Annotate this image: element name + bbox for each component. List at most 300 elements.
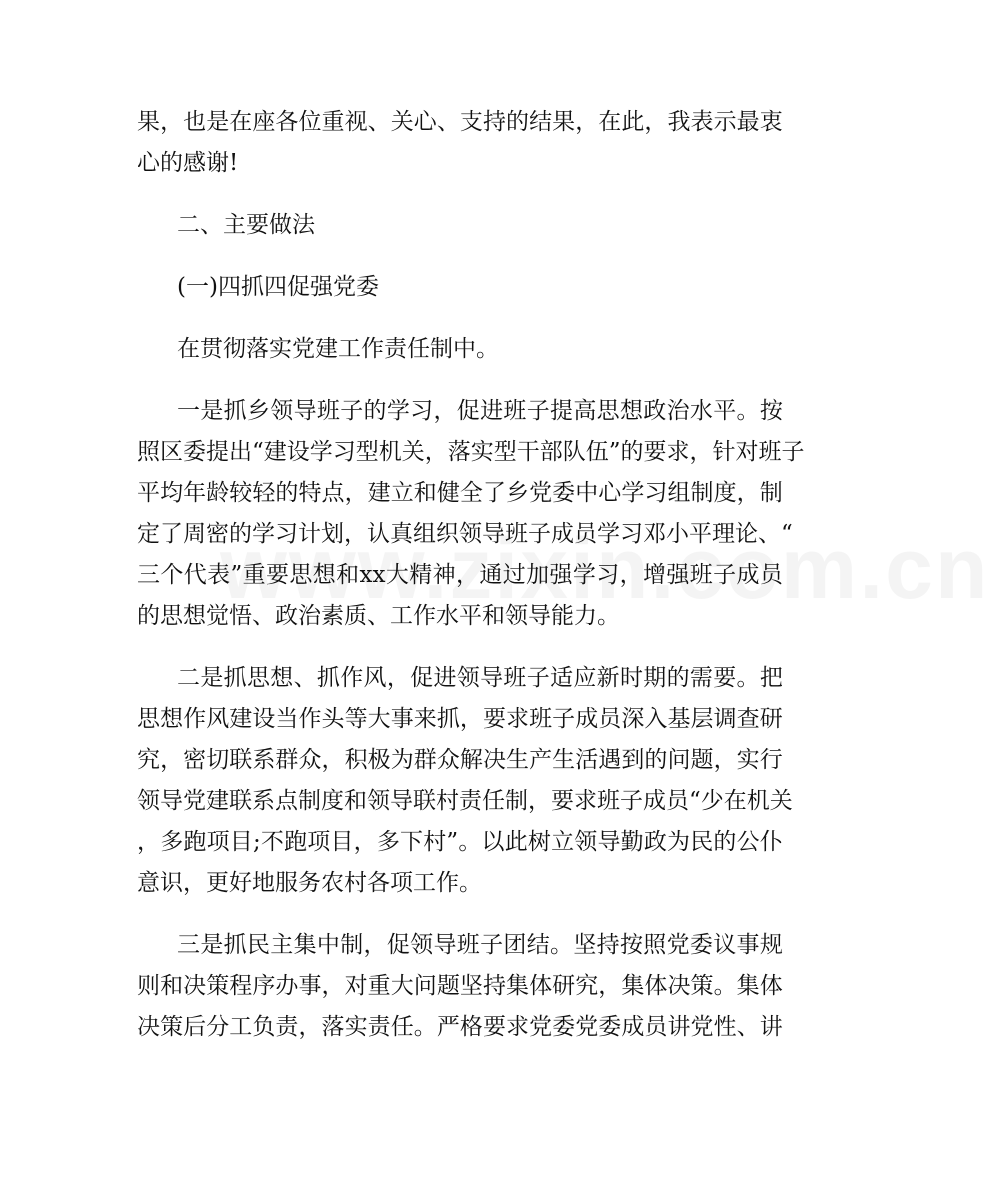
text-glyph: 密 [183,747,207,773]
text-glyph: 想 [270,665,294,691]
document-body [137,102,805,1048]
text-glyph: 策 [160,1014,184,1040]
text-glyph: 入 [644,706,668,732]
text-glyph: 领 [574,829,598,855]
text-glyph: 大 [385,562,409,588]
text-glyph: 思 [596,398,620,424]
paragraph-acknowledgement [137,102,783,184]
text-line [137,699,783,740]
paragraph-intro: 在贯彻落实党建工作责任制中。 [177,336,499,362]
text-glyph: 轻 [252,480,276,506]
text-glyph: 班 [758,439,782,465]
text-glyph: 、 [367,109,391,135]
text-glyph: 事 [736,932,760,958]
text-glyph: 当 [275,706,299,732]
text-glyph: 要 [551,788,574,814]
text-glyph: 针 [712,439,736,465]
text-glyph: 勤 [620,829,644,855]
text-glyph: 领 [270,398,294,424]
text-glyph: ， [298,1014,322,1040]
text-glyph: 委 [552,1014,576,1040]
text-glyph: 加 [526,562,550,588]
text-glyph: 习 [644,480,668,506]
text-glyph: 较 [229,480,253,506]
text-glyph: 提 [206,439,229,465]
text-glyph: 成 [551,521,574,547]
text-glyph: 子 [713,562,737,588]
text-glyph: 进 [480,398,504,424]
text-glyph: 究 [575,973,599,999]
text-glyph: 风 [206,706,230,732]
text-glyph: 度 [321,788,344,814]
text-glyph: 位 [298,109,322,135]
text-glyph: 作 [340,665,364,691]
text-glyph: ， [137,829,160,855]
text-glyph: 群 [413,747,437,773]
text-glyph: 究 [137,747,160,773]
text-glyph: 多 [376,829,400,855]
text-glyph: ， [424,439,448,465]
text-glyph: 设 [252,706,276,732]
text-glyph: 委 [598,1014,622,1040]
text-glyph: 抓 [223,665,247,691]
text-glyph: 体 [759,973,783,999]
text-glyph: ， [575,109,599,135]
text-glyph: 建 [206,788,229,814]
text-glyph: 习 [275,521,298,547]
text-glyph: ， [644,109,668,135]
text-glyph: 点 [321,480,345,506]
paragraph-work-style [137,658,793,904]
text-glyph: 学 [621,480,645,506]
text-glyph: 重 [242,562,266,588]
text-glyph: “ [689,788,701,814]
text-glyph: 班 [503,665,527,691]
text-glyph: 规 [759,932,783,958]
text-glyph: 主 [270,932,294,958]
text-glyph: 要 [713,665,737,691]
text-glyph: 求 [666,439,690,465]
text-glyph: 思 [246,665,270,691]
text-glyph: 制 [298,788,321,814]
text-glyph: 成 [575,706,599,732]
text-glyph: 在 [723,788,747,814]
text-glyph: 目 [330,829,354,855]
text-glyph: 习 [620,521,643,547]
text-glyph: 解 [459,747,483,773]
text-glyph: 。 [550,932,573,958]
text-glyph: 促 [456,398,480,424]
text-glyph: 此 [621,109,645,135]
text-glyph: 下 [400,829,423,855]
text-glyph: 树 [527,829,551,855]
text-glyph: 头 [321,706,345,732]
text-glyph: ， [353,829,377,855]
text-glyph: 真 [390,521,413,547]
text-glyph: 把 [759,665,783,691]
text-glyph: 工 [229,1014,253,1040]
text-glyph: 导 [293,398,317,424]
text-glyph: 视 [344,109,368,135]
text-glyph: ， [736,480,760,506]
text-glyph: 型 [355,439,379,465]
text-glyph: 个 [160,562,184,588]
text-glyph: 党 [529,1014,553,1040]
text-glyph: 队 [562,439,586,465]
text-glyph: 大 [367,706,391,732]
text-glyph: 落 [447,439,471,465]
text-glyph: 伍 [585,439,609,465]
text-glyph: 党 [183,788,206,814]
text-glyph: 过 [502,562,526,588]
text-glyph: 邓 [643,521,666,547]
text-glyph: 按 [759,398,783,424]
text-glyph: 建 [229,706,253,732]
text-glyph: 表 [207,562,231,588]
text-glyph: 果 [552,109,576,135]
text-glyph: 、 [736,1014,760,1040]
text-glyph: 强 [549,562,573,588]
text-glyph: 出 [229,439,252,465]
text-line [137,740,783,781]
text-glyph: 持 [482,109,506,135]
text-glyph: 的 [713,829,737,855]
text-glyph: 领 [367,788,390,814]
text-glyph: 表 [690,109,714,135]
text-line: 心的感谢! [137,150,239,176]
paragraph-study [137,391,805,637]
text-glyph: 导 [480,665,504,691]
text-glyph: ” [608,439,621,465]
text-glyph: ， [619,562,643,588]
text-glyph: ， [160,109,184,135]
text-glyph: 导 [597,829,621,855]
text-glyph: 目 [229,829,253,855]
text-glyph: 定 [137,521,160,547]
text-glyph: 的 [229,521,252,547]
text-glyph: 代 [183,562,207,588]
text-glyph: 系 [252,747,276,773]
text-glyph: 乡 [506,480,529,506]
text-glyph: 办 [275,973,299,999]
text-glyph: 项 [206,829,230,855]
text-glyph: ， [459,706,483,732]
text-glyph: 增 [642,562,666,588]
text-glyph: 作 [183,706,207,732]
text-glyph: 成 [621,1014,645,1040]
text-glyph: 联 [229,747,253,773]
text-glyph: 年 [183,480,207,506]
text-glyph: 序 [252,973,276,999]
text-glyph: 结 [529,109,553,135]
text-glyph: 集 [506,973,529,999]
text-glyph: 对 [735,439,759,465]
text-glyph: 极 [367,747,391,773]
text-glyph: 想 [312,562,336,588]
text-glyph: 健 [436,480,460,506]
text-glyph: ， [598,973,622,999]
text-glyph: 策 [206,973,230,999]
text-glyph: 高 [573,398,597,424]
text-glyph: 员 [598,706,622,732]
text-glyph: 均 [160,480,184,506]
text-glyph: 要 [266,562,290,588]
text-glyph: 对 [344,973,368,999]
text-glyph: 干 [516,439,540,465]
text-glyph: 题 [690,747,714,773]
text-glyph: 要 [643,439,667,465]
text-glyph: 最 [736,109,760,135]
text-glyph: 集 [736,973,760,999]
text-glyph: 生 [552,747,576,773]
text-glyph: 班 [503,398,527,424]
text-glyph: 进 [433,665,457,691]
text-glyph: 众 [436,747,460,773]
text-glyph: 班 [456,932,480,958]
text-glyph: 决 [183,973,207,999]
text-glyph: 的 [363,398,387,424]
text-glyph: 多 [160,829,184,855]
text-glyph: 制 [505,788,528,814]
text-glyph: 少 [700,788,724,814]
text-glyph: 龄 [206,480,230,506]
text-glyph: 抓 [223,398,247,424]
text-line [137,781,793,822]
text-glyph: 示 [713,109,737,135]
text-glyph: 。 [458,829,482,855]
text-glyph: 周 [183,521,206,547]
text-glyph: 集 [621,973,645,999]
text-glyph: 讲 [759,1014,783,1040]
text-glyph: 和 [160,973,184,999]
text-glyph: 产 [529,747,553,773]
text-glyph: 联 [229,788,252,814]
text-glyph: 关 [401,439,425,465]
text-glyph: 遇 [598,747,622,773]
text-glyph: 促 [386,932,410,958]
text-glyph: 研 [759,706,783,732]
text-glyph: 设 [286,439,310,465]
text-glyph: ” [230,562,243,588]
text-glyph: 特 [298,480,322,506]
text-glyph: 抓 [223,932,247,958]
text-glyph: 在 [598,109,622,135]
text-glyph: 实 [344,1014,368,1040]
text-glyph: 层 [690,706,714,732]
text-glyph: 习 [332,439,356,465]
text-glyph: 查 [736,706,760,732]
text-glyph: 乡 [246,398,270,424]
text-glyph: 、 [293,665,317,691]
text-glyph: 思 [137,706,160,732]
text-glyph: 提 [550,398,573,424]
text-line [137,658,783,699]
text-glyph: 坚 [459,973,483,999]
text-glyph: 的 [666,665,690,691]
text-glyph: 导 [433,932,457,958]
text-glyph: 中 [316,932,340,958]
text-glyph: 。 [736,398,760,424]
text-glyph: 学 [309,439,333,465]
text-glyph: 机 [378,439,402,465]
text-glyph: 果 [137,109,160,135]
text-glyph: 责 [275,1014,299,1040]
text-glyph: 子 [480,932,504,958]
text-glyph: 民 [690,829,714,855]
text-glyph: 度 [713,480,737,506]
text-glyph: 制 [759,480,783,506]
text-glyph: 任 [390,1014,414,1040]
text-glyph: 任 [482,788,505,814]
text-glyph: 子 [528,521,551,547]
text-glyph: 要 [482,706,506,732]
text-glyph: 策 [690,973,714,999]
text-glyph: 三 [137,562,160,588]
text-glyph: 持 [596,932,620,958]
text-glyph: 密 [206,521,229,547]
text-glyph: 平 [713,398,737,424]
text-glyph: 。 [736,665,760,691]
text-glyph: 的 [644,747,668,773]
text-glyph: 格 [459,1014,483,1040]
text-glyph: 作 [298,706,322,732]
text-glyph: 集 [293,932,317,958]
text-glyph: 求 [506,706,529,732]
text-glyph: 一 [177,398,200,424]
text-glyph: 党 [529,480,553,506]
text-glyph: ， [363,932,387,958]
text-glyph: 员 [759,562,783,588]
text-glyph: 群 [275,747,299,773]
text-glyph: 治 [666,398,690,424]
text-glyph: 深 [621,706,645,732]
text-glyph: 则 [137,973,160,999]
text-glyph: 和 [344,788,367,814]
text-glyph: 程 [229,973,253,999]
section-heading: 二、主要做法 [177,212,315,238]
text-glyph: 建 [367,480,391,506]
text-glyph: 期 [643,665,667,691]
text-glyph: 党 [575,1014,599,1040]
text-glyph: 性 [713,1014,737,1040]
text-glyph: 论 [735,521,758,547]
text-glyph: 抓 [436,706,460,732]
text-glyph: 议 [713,932,737,958]
text-glyph: 理 [712,521,735,547]
text-line [137,1007,783,1048]
text-glyph: 学 [386,398,410,424]
text-glyph: 平 [137,480,160,506]
text-glyph: 各 [275,109,299,135]
text-glyph: 求 [506,1014,529,1040]
text-glyph: ， [433,398,457,424]
text-glyph: 心 [413,109,437,135]
text-glyph: 应 [573,665,597,691]
text-glyph: 来 [413,706,437,732]
text-glyph: 新 [596,665,620,691]
text-glyph: 促 [410,665,434,691]
text-glyph: 责 [459,788,482,814]
text-glyph: 决 [667,973,691,999]
text-glyph: 子 [552,706,576,732]
text-glyph: 大 [390,973,414,999]
text-glyph: 班 [689,562,713,588]
text-line: 的思想觉悟、政治素质、工作水平和领导能力。 [137,603,620,629]
text-glyph: 落 [321,1014,345,1040]
text-glyph: 三 [177,932,200,958]
text-glyph: 求 [574,788,597,814]
text-glyph: ; [252,829,261,855]
text-glyph: 委 [183,439,206,465]
text-glyph: 要 [482,1014,506,1040]
text-glyph: 问 [667,747,691,773]
text-glyph: 适 [550,665,573,691]
text-glyph: 了 [160,521,183,547]
text-glyph: 生 [506,747,529,773]
text-glyph: 、 [436,109,460,135]
text-glyph: “ [781,521,793,547]
text-glyph: 计 [298,521,321,547]
text-glyph: 班 [529,706,553,732]
text-glyph: 研 [552,973,576,999]
text-glyph: 子 [781,439,805,465]
text-glyph: 照 [643,932,667,958]
text-glyph: 重 [367,973,391,999]
text-glyph: 员 [644,1014,668,1040]
text-glyph: 决 [482,747,506,773]
text-glyph: 持 [482,973,506,999]
text-glyph: 学 [572,562,596,588]
text-glyph: 活 [575,747,599,773]
text-glyph: 二 [177,665,200,691]
paragraph-democratic-centralism [137,925,783,1048]
text-glyph: 员 [574,521,597,547]
text-glyph: 跑 [284,829,308,855]
text-glyph: 认 [367,521,390,547]
text-glyph: 公 [736,829,760,855]
text-glyph: ， [528,788,551,814]
text-glyph: 导 [390,788,413,814]
text-glyph: 班 [505,521,528,547]
text-glyph: ， [689,439,713,465]
text-glyph: 子 [526,398,550,424]
text-glyph: 等 [344,706,368,732]
text-glyph: 、 [758,521,781,547]
text-glyph: 项 [307,829,331,855]
text-line [137,514,793,555]
subsection-heading: (一)四抓四促强党委 [177,274,379,300]
text-glyph: 体 [644,973,668,999]
text-glyph: 后 [183,1014,207,1040]
text-glyph: 以 [481,829,505,855]
text-glyph: 我 [667,109,691,135]
text-glyph: 的 [620,439,644,465]
text-glyph: 强 [666,562,690,588]
text-glyph: 民 [246,932,270,958]
text-glyph: 实 [736,747,760,773]
text-glyph: 联 [413,788,436,814]
text-glyph: 严 [436,1014,460,1040]
text-glyph: 仆 [759,829,783,855]
text-glyph: 领 [459,521,482,547]
text-glyph: 的 [506,109,529,135]
text-glyph: 和 [336,562,360,588]
text-glyph: 水 [689,398,713,424]
text-glyph: 在 [229,109,253,135]
text-glyph: 结 [526,932,550,958]
text-glyph: 决 [137,1014,160,1040]
text-glyph: 成 [643,788,666,814]
